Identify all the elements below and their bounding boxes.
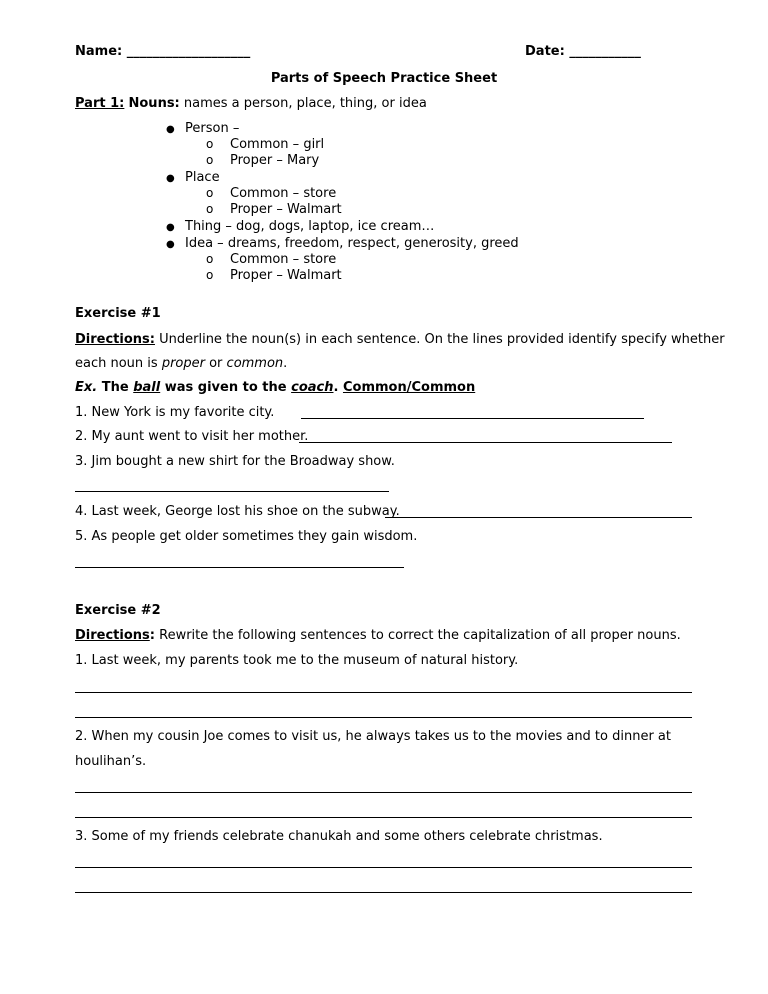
sub-list-item: Proper – Walmart — [230, 202, 342, 217]
bullet-icon: ● — [166, 124, 175, 135]
sub-bullet-icon: o — [206, 252, 214, 266]
answer-line[interactable] — [75, 867, 692, 868]
sub-list-item: Common – store — [230, 252, 337, 267]
name-label: Name: ___________________ — [75, 44, 251, 59]
exercise1-heading: Exercise #1 — [75, 306, 161, 321]
sub-list-item: Common – girl — [230, 137, 325, 152]
exercise1-directions-line2 — [75, 356, 287, 371]
directions-text: each noun is — [75, 356, 162, 371]
answer-line[interactable] — [301, 418, 644, 419]
question-1: 1. Last week, my parents took me to the museum of natural history. — [75, 653, 519, 668]
answer-line[interactable] — [75, 692, 692, 693]
sub-list-item: Proper – Walmart — [230, 268, 342, 283]
sub-list-item: Common – store — [230, 186, 337, 201]
example-noun: ball — [133, 380, 161, 395]
sentence-2 — [75, 429, 308, 444]
example-text: . — [333, 380, 339, 395]
directions-label: Directions: — [75, 332, 155, 347]
list-item: Person – — [185, 121, 240, 136]
directions-colon: : — [149, 628, 155, 643]
directions-text: Underline the noun(s) in each sentence. On the lines provided identify specify whether — [154, 332, 725, 347]
part1-label: Part 1: — [75, 96, 125, 111]
bullet-icon: ● — [166, 239, 175, 250]
answer-line[interactable] — [385, 517, 692, 518]
example-text: The — [97, 380, 134, 395]
sub-bullet-icon: o — [206, 153, 214, 167]
example-label: Ex. — [75, 380, 98, 395]
sentence-text: 4. Last week, George lost his shoe on the subway. — [75, 504, 400, 519]
exercise2-directions — [75, 628, 681, 643]
answer-line[interactable] — [75, 817, 692, 818]
example-noun: coach — [291, 380, 334, 395]
answer-line[interactable] — [75, 892, 692, 893]
sentence-text: 3. Jim bought a new shirt for the Broadway show. — [75, 454, 395, 469]
directions-text: Rewrite the following sentences to correct the capitalization of all proper nouns. — [154, 628, 681, 643]
directions-label: Directions — [75, 628, 150, 643]
example-sentence — [75, 380, 475, 395]
sub-bullet-icon: o — [206, 186, 214, 200]
sentence-text: 5. As people get older sometimes they gain wisdom. — [75, 529, 418, 544]
sub-bullet-icon: o — [206, 137, 214, 151]
nouns-definition: names a person, place, thing, or idea — [179, 96, 427, 111]
question-2-line1: 2. When my cousin Joe comes to visit us, he always takes us to the movies and to dinner at — [75, 729, 672, 744]
sentence-text: 2. My aunt went to visit her mother. — [75, 429, 309, 444]
sentence-4 — [75, 504, 400, 519]
list-item: Place — [185, 170, 220, 185]
sentence-1 — [75, 405, 274, 420]
question-2-line2: houlihan’s. — [75, 754, 147, 769]
list-item: Thing – dog, dogs, laptop, ice cream… — [185, 219, 435, 234]
question-3: 3. Some of my friends celebrate chanukah and some others celebrate christmas. — [75, 829, 603, 844]
part1-definition — [75, 96, 427, 111]
bullet-icon: ● — [166, 173, 175, 184]
sub-bullet-icon: o — [206, 268, 214, 282]
date-label: Date: ___________ — [525, 44, 641, 59]
answer-line[interactable] — [75, 491, 389, 492]
sub-list-item: Proper – Mary — [230, 153, 320, 168]
exercise2-heading: Exercise #2 — [75, 603, 161, 618]
answer-line[interactable] — [75, 717, 692, 718]
directions-text: . — [283, 356, 288, 371]
sentence-text: 1. New York is my favorite city. — [75, 405, 275, 420]
sub-bullet-icon: o — [206, 202, 214, 216]
answer-line[interactable] — [75, 792, 692, 793]
sentence-5 — [75, 529, 417, 544]
answer-line[interactable] — [299, 442, 672, 443]
sentence-3 — [75, 454, 395, 469]
nouns-term: Nouns: — [128, 96, 180, 111]
page-title: Parts of Speech Practice Sheet — [270, 71, 498, 86]
answer-line[interactable] — [75, 567, 404, 568]
directions-text: or — [204, 356, 227, 371]
example-text: was given to the — [160, 380, 292, 395]
exercise1-directions-line1 — [75, 332, 725, 347]
list-item: Idea – dreams, freedom, respect, generosity, greed — [185, 236, 519, 251]
example-answer: Common/Common — [342, 380, 476, 395]
common-term: common — [226, 356, 284, 371]
proper-term: proper — [161, 356, 205, 371]
bullet-icon: ● — [166, 222, 175, 233]
